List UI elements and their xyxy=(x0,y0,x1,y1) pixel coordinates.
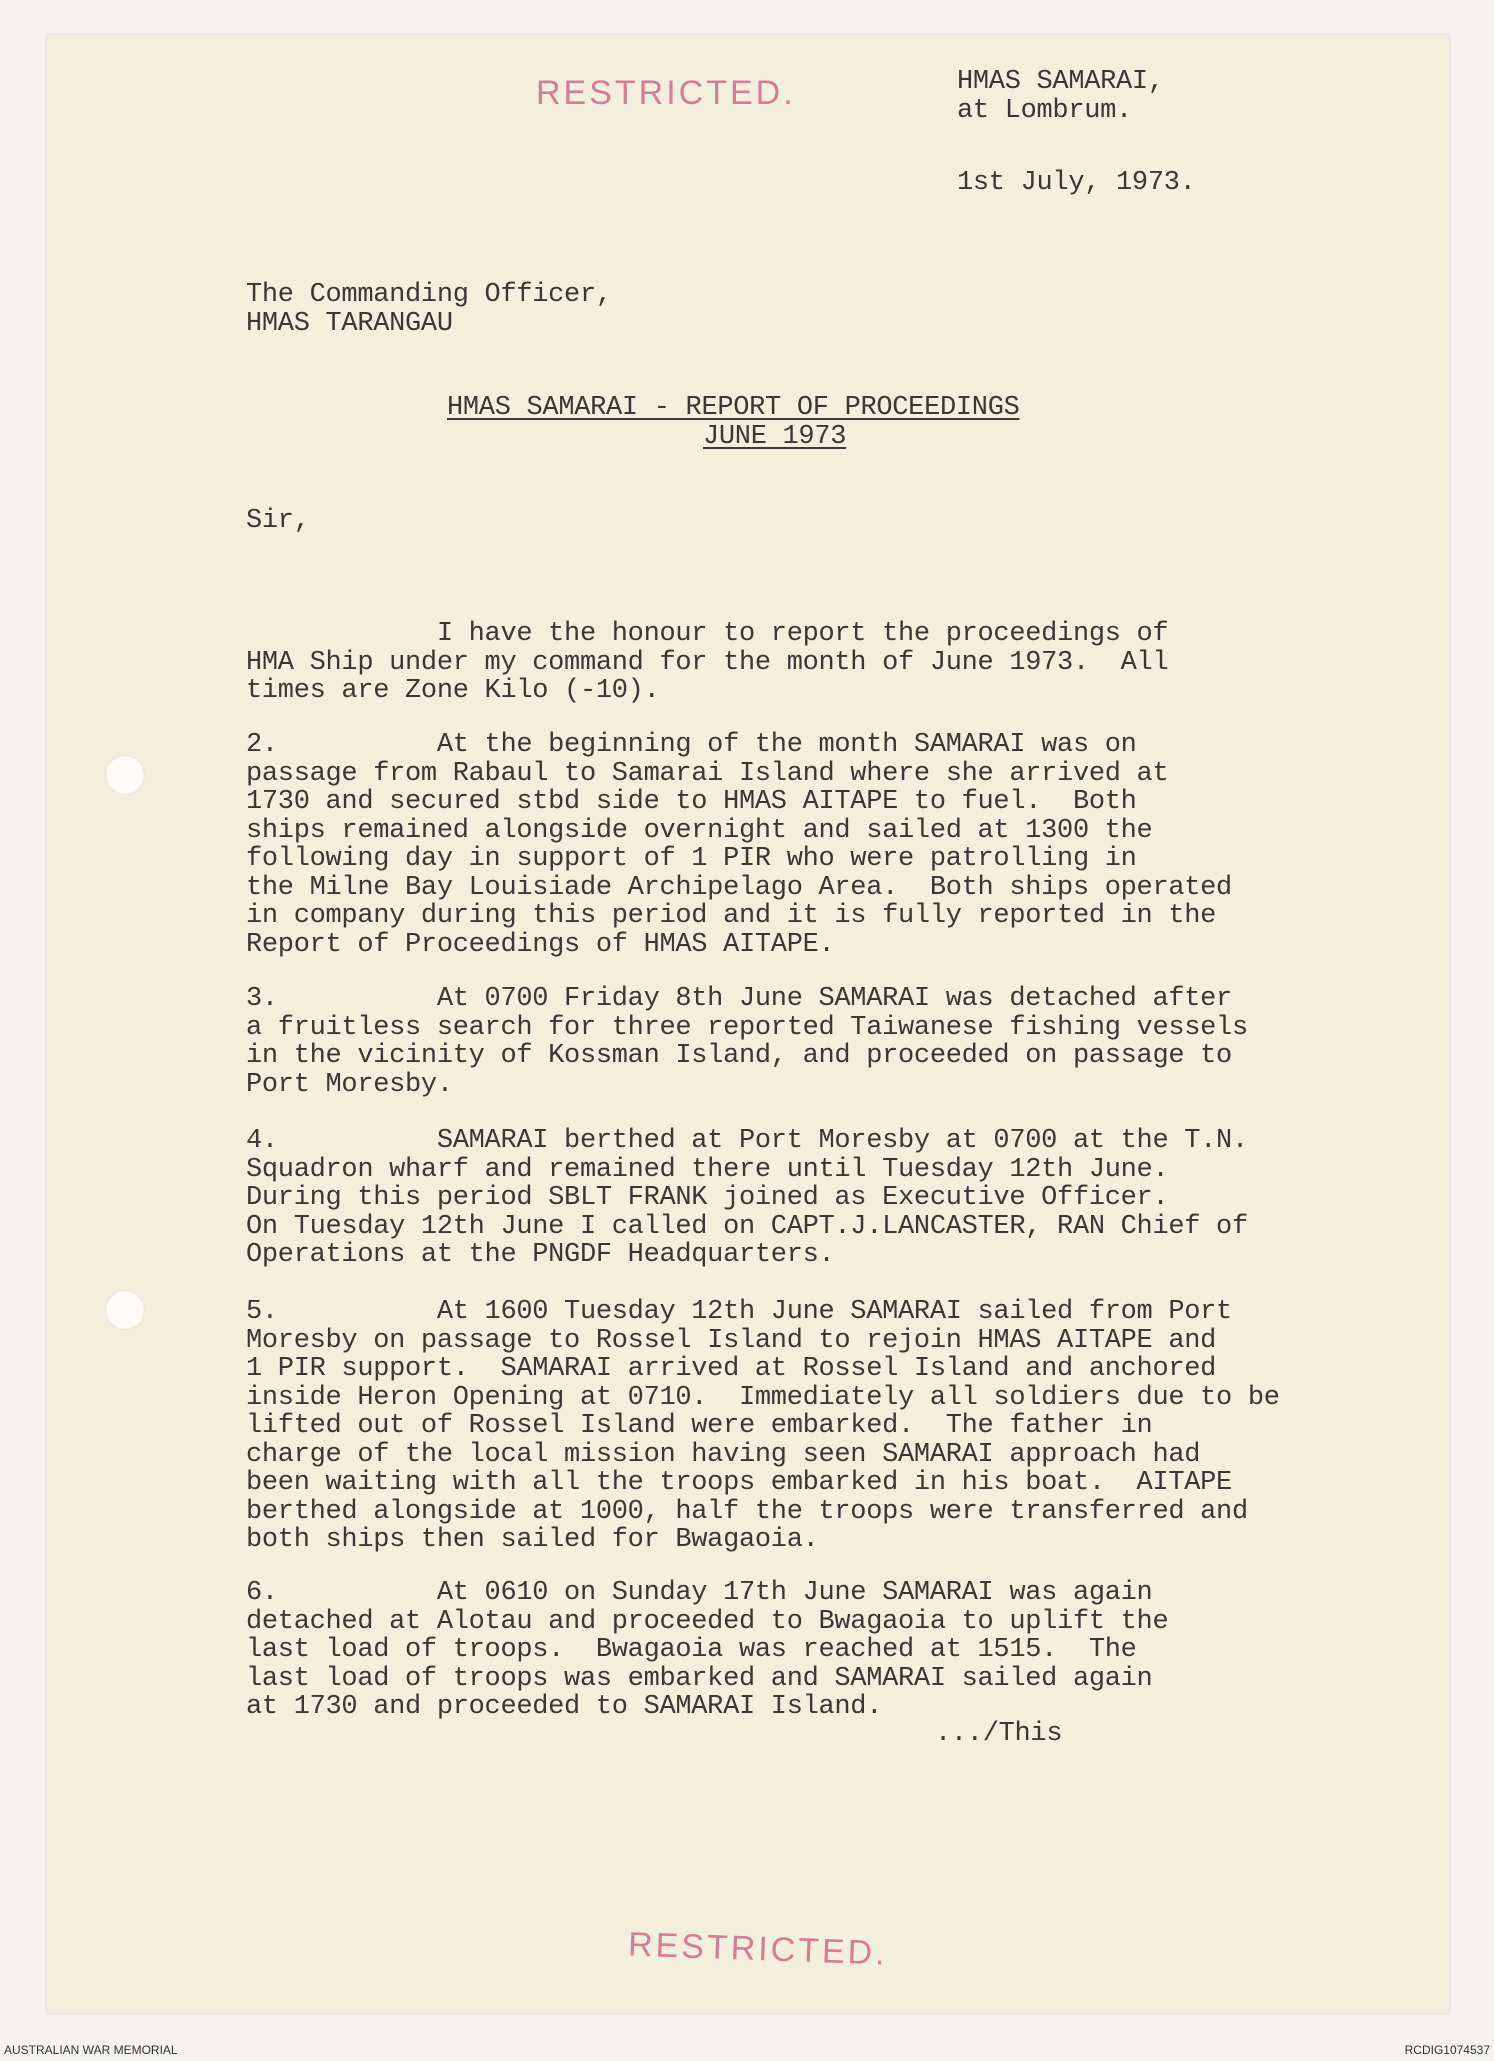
footer-institution: AUSTRALIAN WAR MEMORIAL xyxy=(4,2043,178,2057)
text-line: HMA Ship under my command for the month of June 1973. All xyxy=(246,647,1169,678)
text-line: I have the honour to report the proceedings of xyxy=(246,619,1169,649)
text-line: 1730 and secured stbd side to HMAS AITAPE to fuel. Both xyxy=(246,787,1137,817)
punch-hole xyxy=(105,1290,145,1330)
text-line: ships remained alongside overnight and sailed at 1300 the xyxy=(246,815,1153,846)
text-line: 2. At the beginning of the month SAMARAI was on xyxy=(246,730,1137,760)
restricted-stamp-top: RESTRICTED. xyxy=(536,74,796,112)
text-line: During this period SBLT FRANK joined as Executive Officer. xyxy=(246,1183,1169,1213)
addressee-line1: The Commanding Officer, xyxy=(246,280,612,310)
sender-location: at Lombrum. xyxy=(957,96,1132,126)
text-line: in the vicinity of Kossman Island, and proceeded on passage to xyxy=(246,1041,1232,1071)
punch-hole xyxy=(105,755,145,795)
text-line: detached at Alotau and proceeded to Bwagaoia to uplift the xyxy=(246,1606,1169,1637)
sender-ship: HMAS SAMARAI, xyxy=(957,67,1164,97)
text-line: inside Heron Opening at 0710. Immediately all soldiers due to be xyxy=(246,1382,1280,1413)
text-line: 4. SAMARAI berthed at Port Moresby at 0700 at the T.N. xyxy=(246,1126,1248,1156)
text-line: been waiting with all the troops embarked in his boat. AITAPE xyxy=(246,1468,1232,1498)
paragraph-6 xyxy=(246,1522,1168,1750)
text-line: following day in support of 1 PIR who were patrolling in xyxy=(246,844,1137,874)
salutation: Sir, xyxy=(246,506,310,536)
text-line: lifted out of Rossel Island were embarked. The father in xyxy=(246,1411,1153,1441)
text-line: charge of the local mission having seen SAMARAI approach had xyxy=(246,1439,1201,1470)
text-line: Squadron wharf and remained there until Tuesday 12th June. xyxy=(246,1154,1169,1185)
letter-date: 1st July, 1973. xyxy=(957,168,1196,198)
text-line: a fruitless search for three reported Taiwanese fishing vessels xyxy=(246,1012,1248,1043)
footer-record-id: RCDIG1074537 xyxy=(1404,2043,1490,2057)
text-line: passage from Rabaul to Samarai Island where she arrived at xyxy=(246,758,1169,789)
text-line: last load of troops. Bwagaoia was reached at 1515. The xyxy=(246,1635,1137,1665)
text-line: On Tuesday 12th June I called on CAPT.J.LANCASTER, RAN Chief of xyxy=(246,1211,1248,1242)
text-line: 6. At 0610 on Sunday 17th June SAMARAI was again xyxy=(246,1578,1153,1608)
text-line: in company during this period and it is fully reported in the xyxy=(246,901,1217,931)
text-line: 3. At 0700 Friday 8th June SAMARAI was detached after xyxy=(246,984,1232,1014)
text-line: the Milne Bay Louisiade Archipelago Area. Both ships operated xyxy=(246,872,1232,903)
restricted-stamp-bottom: RESTRICTED. xyxy=(627,1925,889,1973)
addressee-line2: HMAS TARANGAU xyxy=(246,309,453,339)
text-line: last load of troops was embarked and SAMARAI sailed again xyxy=(246,1663,1153,1694)
text-line: 5. At 1600 Tuesday 12th June SAMARAI sailed from Port xyxy=(246,1297,1232,1327)
text-line: times are Zone Kilo (-10). xyxy=(246,676,660,706)
text-line: 1 PIR support. SAMARAI arrived at Rossel Island and anchored xyxy=(246,1354,1217,1384)
text-line: Moresby on passage to Rossel Island to rejoin HMAS AITAPE and xyxy=(246,1325,1217,1356)
text-line: at 1730 and proceeded to SAMARAI Island. xyxy=(246,1692,883,1722)
text-line: both ships then sailed for Bwagaoia. xyxy=(246,1525,819,1555)
text-line: Operations at the PNGDF Headquarters. xyxy=(246,1240,835,1270)
continuation-marker: .../This xyxy=(935,1719,1063,1749)
text-line: Report of Proceedings of HMAS AITAPE. xyxy=(246,929,835,960)
text-line: Port Moresby. xyxy=(246,1069,453,1100)
report-subtitle: JUNE 1973 xyxy=(703,422,847,452)
report-title: HMAS SAMARAI - REPORT OF PROCEEDINGS xyxy=(447,393,1020,423)
text-line: berthed alongside at 1000, half the troops were transferred and xyxy=(246,1496,1248,1527)
